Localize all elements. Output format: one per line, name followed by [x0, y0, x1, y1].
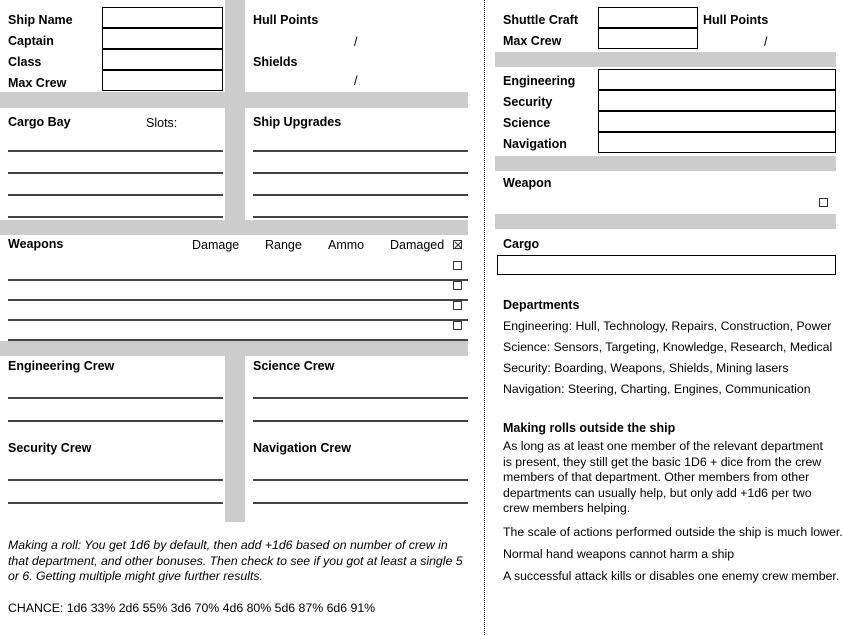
- hull-points-current-input[interactable]: [300, 33, 354, 49]
- hull-points-max-input[interactable]: [364, 33, 418, 49]
- weapon-name-input[interactable]: [8, 284, 188, 298]
- weapon-name-input[interactable]: [8, 264, 188, 278]
- cargo-bay-row-input[interactable]: [8, 180, 223, 194]
- column-gutter-cargo: [225, 108, 245, 220]
- ship-name-input[interactable]: [102, 7, 223, 28]
- navigation-crew-row-input[interactable]: [253, 465, 468, 479]
- departments-line-security: Security: Boarding, Weapons, Shields, Mining lasers: [503, 361, 789, 375]
- ship-upgrades-row-rule: [253, 172, 468, 174]
- weapon-damaged-checkbox[interactable]: [453, 321, 462, 330]
- cargo-bay-row-rule: [8, 172, 223, 174]
- weapons-column-range: Range: [265, 238, 302, 252]
- ship-upgrades-row-input[interactable]: [253, 180, 468, 194]
- weapons-row-rule: [8, 319, 468, 321]
- weapon-damage-input[interactable]: [192, 284, 252, 298]
- shields-current-input[interactable]: [300, 72, 354, 88]
- weapon-range-input[interactable]: [265, 284, 320, 298]
- weapon-name-input[interactable]: [8, 324, 188, 338]
- science-crew-row-rule: [253, 420, 468, 422]
- departments-line-engineering: Engineering: Hull, Technology, Repairs, Construction, Power: [503, 319, 832, 333]
- dept-science-input[interactable]: [598, 111, 836, 132]
- note-scale-of-actions: The scale of actions performed outside the ship is much lower.: [503, 525, 843, 539]
- right-divider-band-3: [495, 214, 836, 229]
- weapons-row-rule: [8, 279, 468, 281]
- weapon-damaged-checkbox[interactable]: [453, 301, 462, 310]
- dept-label-navigation: Navigation: [503, 137, 567, 151]
- security-crew-title: Security Crew: [8, 441, 92, 455]
- ship-upgrades-row-input[interactable]: [253, 158, 468, 172]
- weapon-range-input[interactable]: [265, 324, 320, 338]
- shuttle-max-crew-input[interactable]: [598, 28, 698, 49]
- weapons-column-damage: Damage: [192, 238, 240, 252]
- shields-max-input[interactable]: [364, 72, 418, 88]
- shuttle-hull-current-input[interactable]: [710, 33, 762, 49]
- field-label-shuttle-craft: Shuttle Craft: [503, 13, 578, 27]
- ship-upgrades-row-rule: [253, 216, 468, 218]
- ship-upgrades-row-input[interactable]: [253, 136, 468, 150]
- science-crew-title: Science Crew: [253, 359, 335, 373]
- navigation-crew-row-rule: [253, 502, 468, 504]
- weapon-ammo-input[interactable]: [328, 304, 383, 318]
- weapons-column-ammo: Ammo: [328, 238, 365, 252]
- shuttle-hull-points-label: Hull Points: [703, 13, 769, 27]
- cargo-bay-title: Cargo Bay: [8, 115, 71, 129]
- cargo-bay-slots-input[interactable]: [185, 114, 223, 129]
- section-divider-band-1: [0, 92, 468, 108]
- field-label-captain: Captain: [8, 34, 54, 48]
- weapon-damage-input[interactable]: [192, 264, 252, 278]
- science-crew-row-input[interactable]: [253, 383, 468, 397]
- weapons-column-damaged: Damaged: [390, 238, 445, 252]
- shuttle-hull-points-separator: /: [764, 35, 768, 49]
- engineering-crew-title: Engineering Crew: [8, 359, 115, 373]
- navigation-crew-row-input[interactable]: [253, 488, 468, 502]
- security-crew-row-rule: [8, 502, 223, 504]
- hull-points-label: Hull Points: [253, 13, 319, 27]
- outside-rolls-body: As long as at least one member of the relevant department is present, they still get the basic 1D6 + dice from the crew members of that department. Other members from other departments can usually help, but only add +1d6 per two crew members helping.: [503, 439, 823, 516]
- note-hand-weapons: Normal hand weapons cannot harm a ship: [503, 547, 735, 561]
- outside-rolls-heading: Making rolls outside the ship: [503, 421, 676, 435]
- weapon-damage-input[interactable]: [192, 304, 252, 318]
- engineering-crew-row-input[interactable]: [8, 383, 223, 397]
- weapon-range-input[interactable]: [265, 264, 320, 278]
- chance-line: CHANCE: 1d6 33% 2d6 55% 3d6 70% 4d6 80% 5d6 87% 6d6 91%: [8, 601, 376, 615]
- weapons-row-rule: [8, 299, 468, 301]
- weapon-ammo-input[interactable]: [328, 264, 383, 278]
- field-label-shuttle-max-crew: Max Crew: [503, 34, 562, 48]
- navigation-crew-title: Navigation Crew: [253, 441, 351, 455]
- shuttle-weapon-title: Weapon: [503, 176, 552, 190]
- navigation-crew-row-rule: [253, 479, 468, 481]
- departments-heading: Departments: [503, 298, 580, 312]
- field-label-class: Class: [8, 55, 42, 69]
- right-divider-band-1: [495, 52, 836, 67]
- weapons-title: Weapons: [8, 237, 64, 251]
- departments-line-science: Science: Sensors, Targeting, Knowledge, Research, Medical: [503, 340, 833, 354]
- engineering-crew-row-rule: [8, 420, 223, 422]
- ship-upgrades-title: Ship Upgrades: [253, 115, 342, 129]
- weapon-range-input[interactable]: [265, 304, 320, 318]
- security-crew-row-input[interactable]: [8, 488, 223, 502]
- shields-separator: /: [354, 74, 358, 88]
- shuttle-weapon-damaged-checkbox[interactable]: [819, 198, 828, 207]
- note-successful-attack: A successful attack kills or disables one enemy crew member.: [503, 569, 840, 583]
- making-a-roll-text: Making a roll: You get 1d6 by default, then add +1d6 based on number of crew in that department, and other bonuses. Then check to see if you got at least a single 5 or 6. Getting multiple might give further results.: [8, 538, 463, 584]
- shuttle-weapon-input[interactable]: [503, 194, 803, 208]
- shuttle-craft-input[interactable]: [598, 7, 698, 28]
- class-input[interactable]: [102, 49, 223, 70]
- max-crew-input[interactable]: [102, 70, 223, 91]
- cargo-bay-row-rule: [8, 216, 223, 218]
- column-gutter-top: [225, 0, 245, 92]
- hull-points-separator: /: [354, 35, 358, 49]
- weapon-name-input[interactable]: [8, 304, 188, 318]
- dept-label-security: Security: [503, 95, 553, 109]
- panel-divider: [484, 0, 485, 635]
- weapon-damaged-checkbox[interactable]: [453, 281, 462, 290]
- shuttle-cargo-title: Cargo: [503, 237, 540, 251]
- weapon-damage-input[interactable]: [192, 324, 252, 338]
- science-crew-row-rule: [253, 397, 468, 399]
- departments-line-navigation: Navigation: Steering, Charting, Engines, Communication: [503, 382, 811, 396]
- section-divider-band-2: [0, 220, 468, 235]
- cargo-bay-row-input[interactable]: [8, 202, 223, 216]
- right-divider-band-2: [495, 156, 836, 171]
- weapon-ammo-input[interactable]: [328, 324, 383, 338]
- shields-label: Shields: [253, 55, 298, 69]
- captain-input[interactable]: [102, 28, 223, 49]
- weapon-ammo-input[interactable]: [328, 284, 383, 298]
- security-crew-row-input[interactable]: [8, 465, 223, 479]
- weapon-damaged-checkbox[interactable]: [453, 261, 462, 270]
- ship-upgrades-row-rule: [253, 194, 468, 196]
- column-gutter-crew: [225, 356, 245, 522]
- dept-security-input[interactable]: [598, 90, 836, 111]
- ship-upgrades-row-input[interactable]: [253, 202, 468, 216]
- section-divider-band-3: [0, 341, 468, 356]
- dept-navigation-input[interactable]: [598, 132, 836, 153]
- science-crew-row-input[interactable]: [253, 406, 468, 420]
- shuttle-cargo-input[interactable]: [497, 255, 836, 275]
- field-label-ship-name: Ship Name: [8, 13, 73, 27]
- cargo-bay-row-input[interactable]: [8, 158, 223, 172]
- cargo-bay-row-rule: [8, 194, 223, 196]
- cargo-bay-slots-label: Slots:: [146, 116, 178, 130]
- engineering-crew-row-input[interactable]: [8, 406, 223, 420]
- dept-label-science: Science: [503, 116, 551, 130]
- shuttle-hull-max-input[interactable]: [774, 33, 826, 49]
- field-label-max-crew: Max Crew: [8, 76, 67, 90]
- security-crew-row-rule: [8, 479, 223, 481]
- cargo-bay-row-rule: [8, 150, 223, 152]
- cargo-bay-row-input[interactable]: [8, 136, 223, 150]
- dept-engineering-input[interactable]: [598, 69, 836, 90]
- weapons-header-damaged-checkbox: [453, 240, 462, 249]
- dept-label-engineering: Engineering: [503, 74, 576, 88]
- ship-upgrades-row-rule: [253, 150, 468, 152]
- engineering-crew-row-rule: [8, 397, 223, 399]
